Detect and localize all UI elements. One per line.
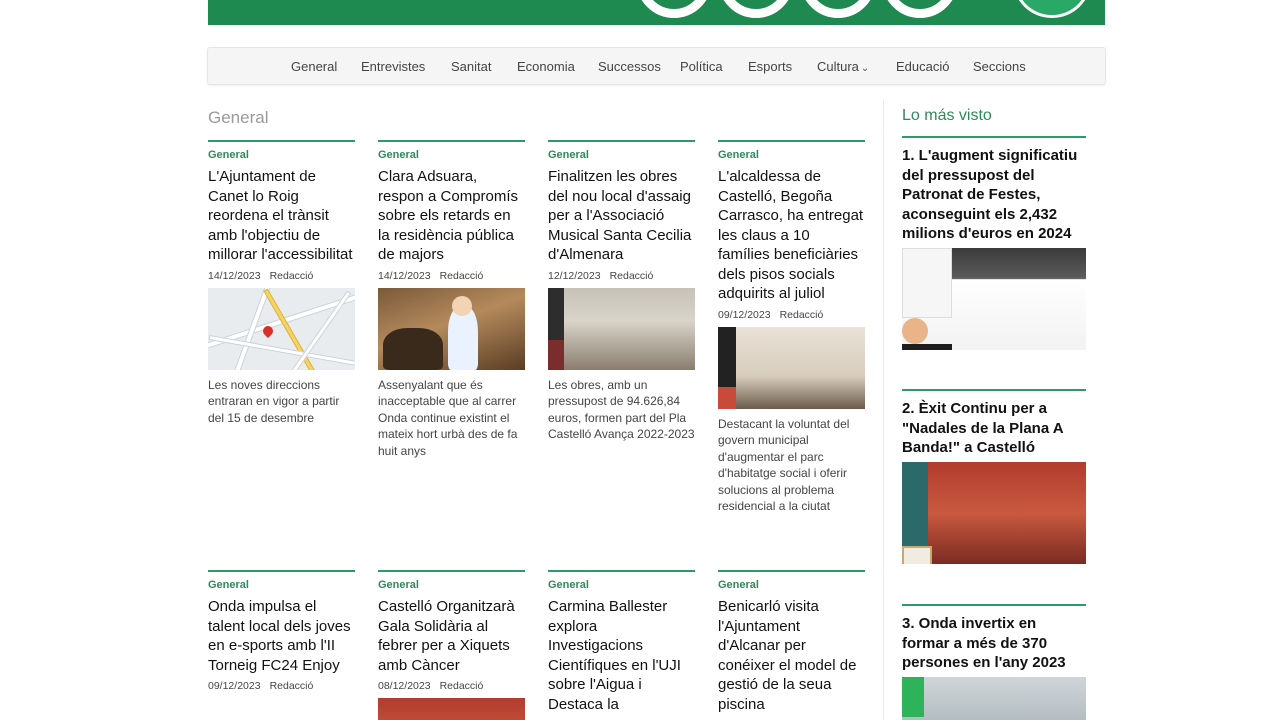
article-category[interactable]: General	[208, 149, 249, 161]
most-viewed-title[interactable]: 1. L'augment significatiu del pressupost del Patronat de Festes, aconseguint els 2,432 milions d'euros en 2024	[902, 147, 1078, 242]
sidebar-heading: Lo más visto	[902, 107, 992, 124]
article-title[interactable]: L'alcaldessa de Castelló, Begoña Carrasco, ha entregat les claus a 10 famílies beneficiàries dels pisos socials adquirits al juliol	[718, 168, 864, 302]
article-card	[548, 140, 695, 443]
article-date: 14/12/2023	[208, 269, 261, 282]
article-date: 08/12/2023	[378, 680, 431, 692]
article-author[interactable]: Redacció	[269, 269, 314, 282]
article-excerpt: Destacant la voluntat del govern municipal d'augmentar el parc d'habitatge social i oferir solucions al problema residencial a la ciutat	[718, 416, 850, 513]
article-meta	[208, 270, 355, 282]
sidebar-divider	[883, 100, 884, 720]
article-date: 09/12/2023	[208, 680, 261, 692]
photo-frame	[902, 546, 932, 564]
card-divider	[208, 140, 355, 142]
photo-person	[548, 288, 564, 340]
site-logo-banner[interactable]	[208, 0, 1105, 25]
article-card	[718, 570, 865, 714]
most-viewed-item	[902, 389, 1086, 564]
nav-item-general[interactable]: General	[291, 59, 338, 74]
article-category[interactable]: General	[548, 579, 589, 591]
article-card	[378, 140, 525, 459]
nav-item-successos[interactable]: Successos	[598, 59, 661, 74]
article-author[interactable]: Redacció	[439, 680, 484, 692]
main-navigation	[207, 47, 1106, 85]
photo-person	[902, 677, 924, 717]
article-title[interactable]: Benicarló visita l'Ajuntament d'Alcanar per conéixer el model de gestió de la seua piscina	[718, 598, 857, 713]
nav-item-educacio[interactable]: Educació	[896, 59, 950, 74]
nav-item-label: Cultura	[817, 59, 859, 74]
article-date: 14/12/2023	[378, 269, 431, 282]
article-title[interactable]: Castelló Organitzarà Gala Solidària al febrer per a Xiquets amb Càncer	[378, 598, 515, 674]
article-excerpt: Les noves direccions entraran en vigor a partir del 15 de desembre	[208, 377, 340, 425]
article-card	[378, 570, 525, 720]
article-thumbnail-map[interactable]	[208, 288, 355, 370]
logo-letter	[882, 0, 958, 18]
nav-item-sanitat[interactable]: Sanitat	[451, 59, 492, 74]
chevron-down-icon: ⌄	[860, 63, 870, 74]
most-viewed-thumbnail[interactable]	[902, 677, 1086, 720]
article-title[interactable]: Carmina Ballester explora Investigacions Científiques en l'UJI sobre l'Aigua i Destaca la	[548, 598, 681, 713]
article-card	[718, 140, 865, 515]
article-author[interactable]: Redacció	[609, 269, 654, 282]
sidebar-divider-line	[902, 604, 1086, 606]
article-category[interactable]: General	[208, 579, 249, 591]
nav-item-entrevistes[interactable]: Entrevistes	[361, 59, 426, 74]
photo-person	[718, 327, 736, 387]
article-category[interactable]: General	[718, 149, 759, 161]
article-thumbnail-photo[interactable]	[548, 288, 695, 370]
card-divider	[718, 570, 865, 572]
nav-item-politica[interactable]: Política	[680, 59, 723, 74]
card-divider	[718, 140, 865, 142]
article-title[interactable]: Onda impulsa el talent local dels joves en e-sports amb l'II Torneig FC24 Enjoy	[208, 598, 351, 674]
nav-item-seccions[interactable]: Seccions	[973, 59, 1026, 74]
sidebar-divider-line	[902, 136, 1086, 138]
card-divider	[378, 140, 525, 142]
card-divider	[548, 570, 695, 572]
photo-person	[902, 344, 952, 350]
article-date: 12/12/2023	[548, 269, 601, 282]
article-author[interactable]: Redacció	[779, 308, 824, 321]
most-viewed-item	[902, 604, 1086, 720]
nav-item-economia[interactable]: Economia	[517, 59, 575, 74]
article-thumbnail-photo[interactable]	[378, 698, 525, 720]
article-title[interactable]: L'Ajuntament de Canet lo Roig reordena el trànsit amb l'objectiu de millorar l'accessibilitat	[208, 168, 353, 263]
most-viewed-item	[902, 136, 1086, 350]
article-meta	[378, 270, 525, 282]
article-author[interactable]: Redacció	[269, 680, 314, 692]
photo-person	[548, 340, 564, 370]
article-meta	[208, 680, 355, 692]
nav-item-cultura[interactable]	[817, 59, 869, 74]
most-viewed-title[interactable]: 3. Onda invertix en formar a més de 370 persones en l'any 2023	[902, 615, 1066, 671]
article-card	[548, 570, 695, 714]
most-viewed-thumbnail[interactable]	[902, 462, 1086, 564]
photo-person	[902, 248, 952, 318]
card-divider	[548, 140, 695, 142]
article-category[interactable]: General	[378, 579, 419, 591]
map-road	[209, 335, 355, 366]
logo-circle-icon	[1013, 0, 1091, 18]
article-thumbnail-photo[interactable]	[378, 288, 525, 370]
logo-letter	[636, 0, 712, 18]
photo-furniture	[383, 328, 443, 370]
logo-letter	[718, 0, 794, 18]
article-thumbnail-photo[interactable]	[718, 327, 865, 409]
card-divider	[378, 570, 525, 572]
most-viewed-thumbnail[interactable]	[902, 248, 1086, 350]
photo-person-head	[902, 318, 928, 344]
most-viewed-title[interactable]: 2. Èxit Continu per a "Nadales de la Plana A Banda!" a Castelló	[902, 400, 1064, 456]
photo-person	[718, 387, 736, 409]
nav-item-esports[interactable]: Esports	[748, 59, 793, 74]
article-card	[208, 140, 355, 426]
logo-letter	[800, 0, 876, 18]
article-meta	[718, 309, 865, 321]
article-meta	[378, 680, 525, 692]
photo-person-head	[452, 296, 472, 316]
article-card	[208, 570, 355, 692]
section-title: General	[208, 108, 269, 127]
article-category[interactable]: General	[378, 149, 419, 161]
article-author[interactable]: Redacció	[439, 269, 484, 282]
article-category[interactable]: General	[718, 579, 759, 591]
card-divider	[208, 570, 355, 572]
article-title[interactable]: Finalitzen les obres del nou local d'assaig per a l'Associació Musical Santa Cecilia d'Almenara	[548, 168, 692, 263]
article-excerpt: Les obres, amb un pressupost de 94.626,84 euros, formen part del Pla Castelló Avança 2022-2023	[548, 377, 695, 441]
article-date: 09/12/2023	[718, 308, 771, 321]
sidebar-divider-line	[902, 389, 1086, 391]
photo-person	[902, 462, 928, 546]
article-excerpt: Assenyalant que és inacceptable que al carrer Onda continue existint el mateix hort urbà des de fa huit anys	[378, 377, 518, 458]
article-category[interactable]: General	[548, 149, 589, 161]
article-meta	[548, 270, 695, 282]
article-title[interactable]: Clara Adsuara, respon a Compromís sobre els retards en la residència pública de majors	[378, 168, 519, 263]
